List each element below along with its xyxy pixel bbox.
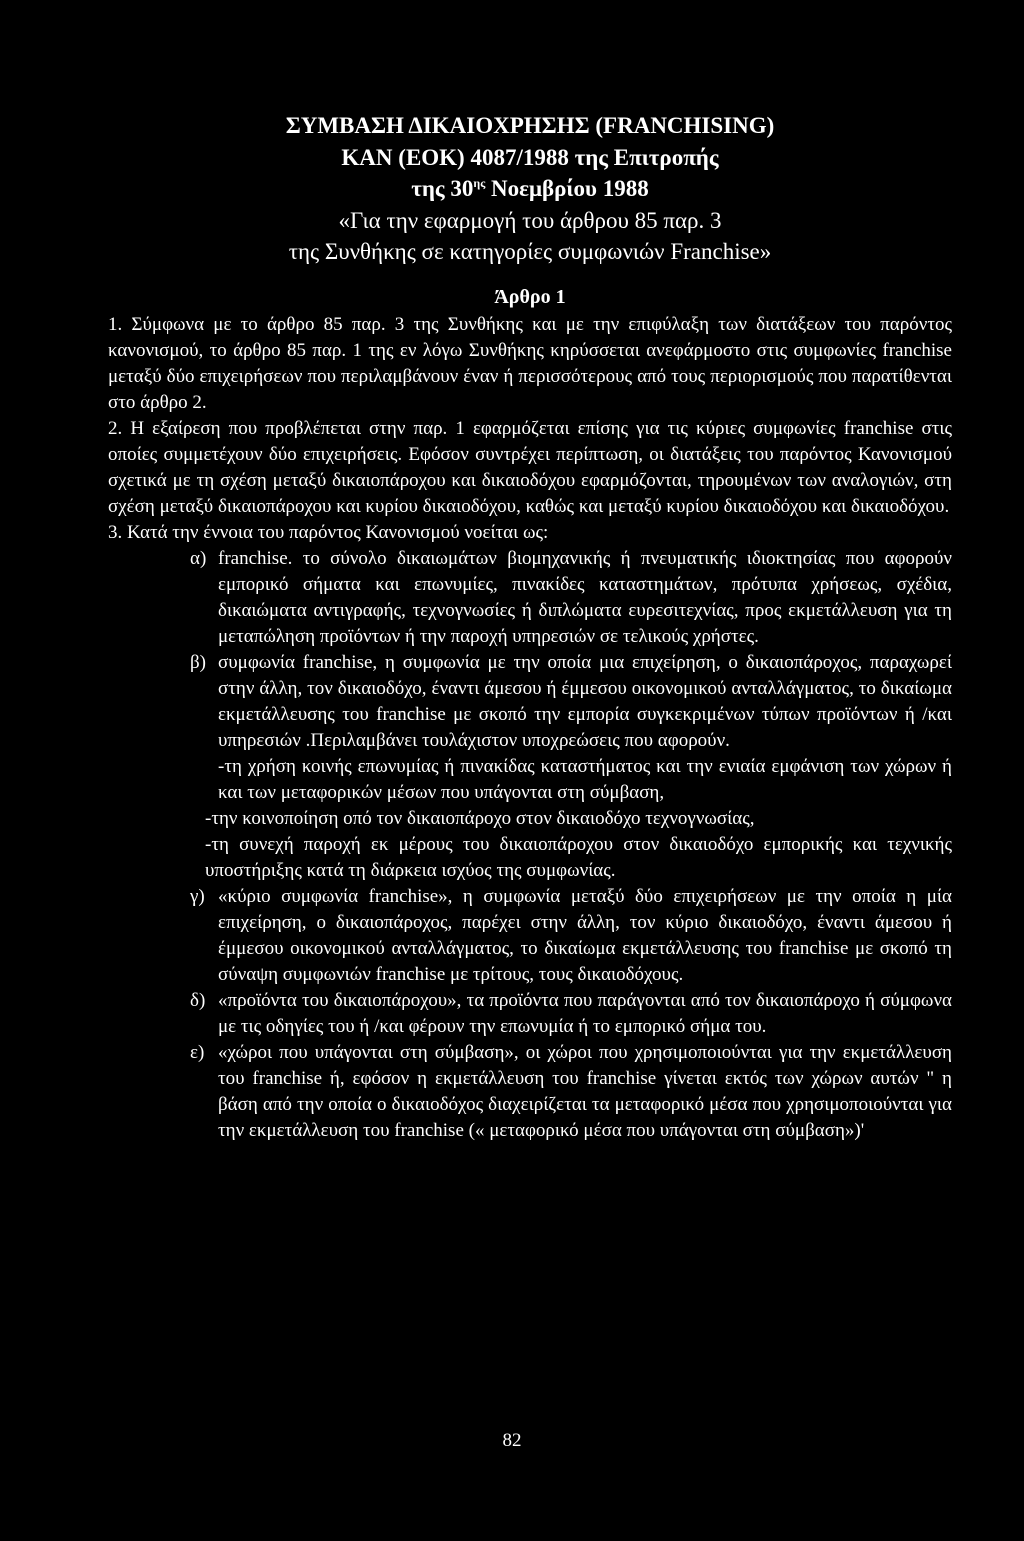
definition-a <box>190 546 952 650</box>
definition-d-label: δ) <box>190 989 206 1011</box>
title-line-3-post: Νοεμβρίου 1988 <box>485 176 649 201</box>
definition-c-label: γ) <box>190 885 205 907</box>
definition-e-label: ε) <box>190 1041 205 1063</box>
title-line-3-pre: της 30 <box>411 176 474 201</box>
article-heading: Άρθρο 1 <box>494 285 566 308</box>
paragraph-3: 3. Κατά την έννοια του παρόντος Κανονισμού νοείται ως: <box>108 521 549 543</box>
title-line-3-sup: ης <box>473 176 486 190</box>
definition-b-label: β) <box>190 651 206 673</box>
definition-c <box>190 884 952 988</box>
definition-b-sub-2: -την κοινοποίηση οπό τον δικαιοπάροχο στον δικαιοδόχο τεχνογνωσίας, <box>205 807 755 829</box>
definition-e <box>190 1040 952 1144</box>
definition-c-text: «κύριο συμφωνία franchise», η συμφωνία μεταξύ δύο επιχειρήσεων με την οποία η μία επιχείρηση, ο δικαιοπάροχος, παρέχει στην άλλη, τον κύριο δικαιοδόχο, έναντι άμεσου ή έμμεσου οικονομικού ανταλλάγματος, το δικαίωμα εκμετάλλευσης του franchise με σκοπό τη σύναψη συμφωνιών franchise με τρίτους, τους δικαιοδόχους. <box>218 885 952 985</box>
definition-b-sub-1: -τη χρήση κοινής επωνυμίας ή πινακίδας καταστήματος και την ενιαία εμφάνιση των χώρων ή και των μεταφορικών μέσων που υπάγονται στη σύμβαση, <box>218 755 952 803</box>
page-number: 82 <box>502 1430 522 1451</box>
paragraph-2: 2. Η εξαίρεση που προβλέπεται στην παρ. 1 εφαρμόζεται επίσης για τις κύριες συμφωνίες franchise στις οποίες συμμετέχουν δύο επιχειρήσεις. Εφόσον συντρέχει περίπτωση, οι διατάξεις του παρόντος Κανονισμού σχετικά με τη σχέση μεταξύ δικαιοπάροχου και δικαιοδόχου εφαρμόζονται, τηρουμένων των αναλογιών, στη σχέση μεταξύ δικαιοπάροχου και κυρίου δικαιοδόχου, καθώς και μεταξύ κυρίου δικαιοδόχου και δικαιοδόχου. <box>108 417 952 517</box>
definition-b-sub-3: -τη συνεχή παροχή εκ μέρους του δικαιοπάροχου στον δικαιοδόχο εμπορικής και τεχνικής υποστήριξης κατά τη διάρκεια ισχύος της συμφωνίας. <box>205 833 952 881</box>
title-line-5: της Συνθήκης σε κατηγορίες συμφωνιών Franchise» <box>288 239 772 264</box>
definition-a-label: α) <box>190 547 207 569</box>
title-line-2: ΚΑΝ (ΕΟΚ) 4087/1988 της Επιτροπής <box>341 144 719 170</box>
title-line-4: «Για την εφαρμογή του άρθρου 85 παρ. 3 <box>338 207 722 233</box>
title-line-1: ΣΥΜΒΑΣΗ ΔΙΚΑΙΟΧΡΗΣΗΣ (FRANCHISING) <box>285 113 775 138</box>
definitions-list <box>108 546 952 1144</box>
definition-a-text: franchise. το σύνολο δικαιωμάτων βιομηχανικής ή πνευματικής ιδιοκτησίας που αφορούν εμπορικό σήματα και επωνυμίες, πινακίδες καταστημάτων, πρότυπα χρήσεως, σχέδια, δικαιώματα αντιγραφής, τεχνογνωσίες ή διπλώματα ευρεσιτεχνίας, προς εκμετάλλευση για τη μεταπώληση προϊόντων ή την παροχή υπηρεσιών σε τελικούς χρήστες. <box>218 547 952 647</box>
definition-b-text: συμφωνία franchise, η συμφωνία με την οποία μια επιχείρηση, ο δικαιοπάροχος, παραχωρεί στην άλλη, τον δικαιοδόχο, έναντι άμεσου ή έμμεσου οικονομικού ανταλλάγματος, το δικαίωμα εκμετάλλευσης του franchise με σκοπό την εμπορία συγκεκριμένων τύπων προϊόντων ή /και υπηρεσιών .Περιλαμβάνει τουλάχιστον υποχρεώσεις που αφορούν. <box>218 651 952 751</box>
paragraph-1: 1. Σύμφωνα με το άρθρο 85 παρ. 3 της Συνθήκης και με την επιφύλαξη των διατάξεων του παρόντος κανονισμού, το άρθρο 85 παρ. 1 της εν λόγω Συνθήκης κηρύσσεται ανεφάρμοστο στις συμφωνίες franchise μεταξύ δύο επιχειρήσεων που περιλαμβάνουν έναν ή περισσότερους από τους περιορισμούς που παρατίθενται στο άρθρο 2. <box>108 313 952 413</box>
definition-d-text: «προϊόντα του δικαιοπάροχου», τα προϊόντα που παράγονται από τον δικαιοπάροχο ή σύμφωνα με τις οδηγίες του ή /και φέρουν την επωνυμία ή το εμπορικό σήμα του. <box>218 989 952 1037</box>
document-title <box>108 110 952 268</box>
title-line-3 <box>108 173 952 205</box>
definition-e-text: «χώροι που υπάγονται στη σύμβαση», οι χώροι που χρησιμοποιούνται για την εκμετάλλευση του franchise ή, εφόσον η εκμετάλλευση του franchise γίνεται εκτός των χώρων αυτών " η βάση από την οποία ο δικαιοδόχος διαχειρίζεται τα μεταφορικό μέσα που χρησιμοποιούνται για την εκμετάλλευση του franchise (« μεταφορικό μέσα που υπάγονται στη σύμβαση»)' <box>218 1041 952 1141</box>
document-page <box>108 110 952 1144</box>
definition-b <box>190 650 952 754</box>
definition-d <box>190 988 952 1040</box>
